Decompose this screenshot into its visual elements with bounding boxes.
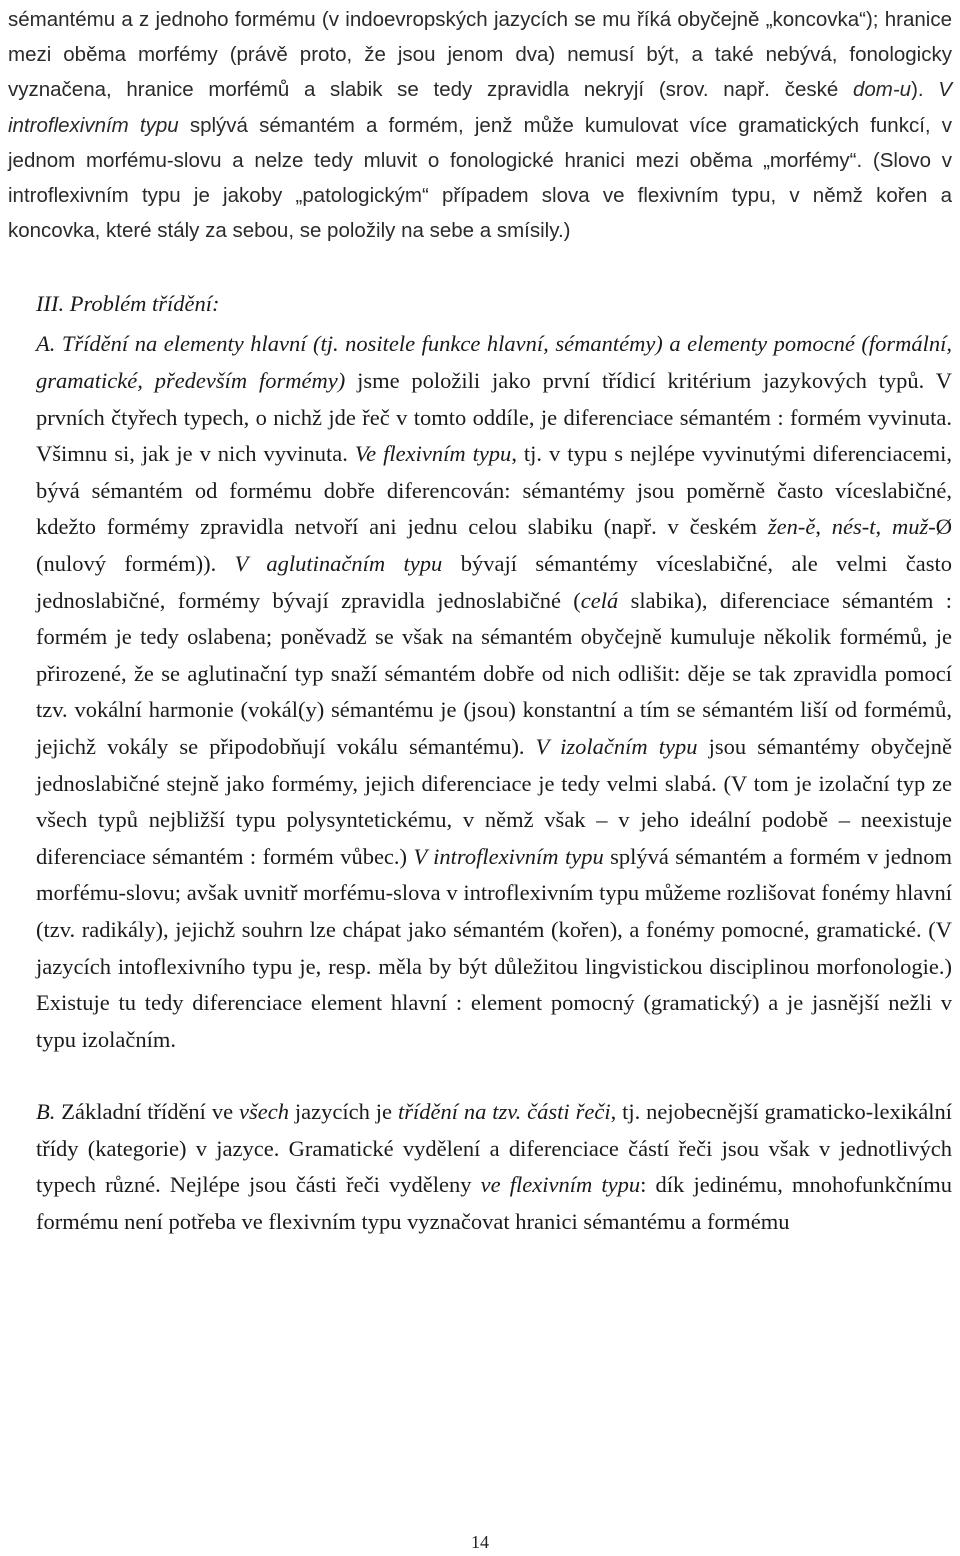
section-b-text: B. Základní třídění ve všech jazycích je třídění na tzv. části řeči, tj. nejobecnější gramaticko-lexikální třídy (kategorie) v jazyce. Gramatické vydělení a diferenciace částí řeči jsou však v jednotlivých typech různé. Nejlépe jsou části řeči vyděleny ve flexivním typu: dík jedinému, mnohofunkčnímu formému není potřeba ve flexivním typu vyznačovat hranici sémantému a formému [36, 1099, 952, 1235]
section-heading-iii: III. Problém třídění: [36, 291, 220, 317]
document-page [8, 0, 952, 1241]
paragraph-text: sémantému a z jednoho formému (v indoevropských jazycích se mu říká obyčejně „koncovka“); hranice mezi oběma morfémy (právě proto, že jsou jenom dva) nemusí být, a také nebývá, fonologicky vyznačena, hranice morfémů a slabik se tedy zpravidla nekryjí (srov. např. české dom-u). V introflexivním typu splývá sémantém a formém, jenž může kumulovat více gramatických funkcí, v jednom morfému-slovu a nelze tedy mluvit o fonologické hranici mezi oběma „morfémy“. (Slovo v introflexivním typu je jakoby „patologickým“ případem slova ve flexivním typu, v němž kořen a koncovka, které stály za sebou, se položily na sebe a smísily.) [8, 8, 952, 243]
section-a [8, 326, 952, 1058]
section-b [8, 1094, 952, 1240]
section-a-label: A. Třídění na elementy hlavní (tj. nositele funkce hlavní, sémantémy) a elementy pomocné (formální, gramatické, především formémy) [36, 331, 952, 394]
paragraph-introflexive [8, 2, 952, 248]
section-b-label: B. [36, 1099, 56, 1125]
page-number: 14 [471, 1532, 489, 1552]
section-a-text: A. Třídění na elementy hlavní (tj. nositele funkce hlavní, sémantémy) a elementy pomocné (formální, gramatické, především formémy) jsme položili jako první třídicí kritérium jazykových typů. V prvních čtyřech typech, o nichž jde řeč v tomto oddíle, je diferenciace sémantém : formém vyvinuta. Všimnu si, jak je v nich vyvinuta. Ve flexivním typu, tj. v typu s nejlépe vyvinutými diferenciacemi, bývá sémantém od formému dobře diferencován: sémantémy jsou poměrně často víceslabičné, kdežto formémy zpravidla netvoří ani jednu celou slabiku (např. v českém žen-ě, nés-t, muž-Ø (nulový formém)). V aglutinačním typu bývají sémantémy víceslabičné, ale velmi často jednoslabičné, formémy bývají zpravidla jednoslabičné (celá slabika), diferenciace sémantém : formém je tedy oslabena; poněvadž se však na sémantém obyčejně kumuluje několik formémů, je přirozené, že se aglutinační typ snaží sémantém dobře od nich odlišit: děje se tak zpravidla pomocí tzv. vokální harmonie (vokál(y) sémantému je (jsou) konstantní a tím se sémantém liší od formémů, jejichž vokály se připodobňují vokálu sémantému). V izolačním typu jsou sémantémy obyčejně jednoslabičné stejně jako formémy, jejich diferenciace je tedy velmi slabá. (V tom je izolační typ ze všech typů nejbližší typu polysyntetickému, v němž však – v jeho ideální podobě – neexistuje diferenciace sémantém : formém vůbec.) V introflexivním typu splývá sémantém a formém v jednom morfému-slovu; avšak uvnitř morfému-slova v introflexivním typu můžeme rozlišovat fonémy hlavní (tzv. radikály), jejichž souhrn lze chápat jako sémantém (kořen), a fonémy pomocné, gramatické. (V jazycích intoflexivního typu je, resp. měla by být důležitou lingvistickou disciplinou morfonologie.) Existuje tu tedy diferenciace element hlavní : element pomocný (gramatický) a je jasnější nežli v typu izolačním. [36, 331, 953, 1052]
